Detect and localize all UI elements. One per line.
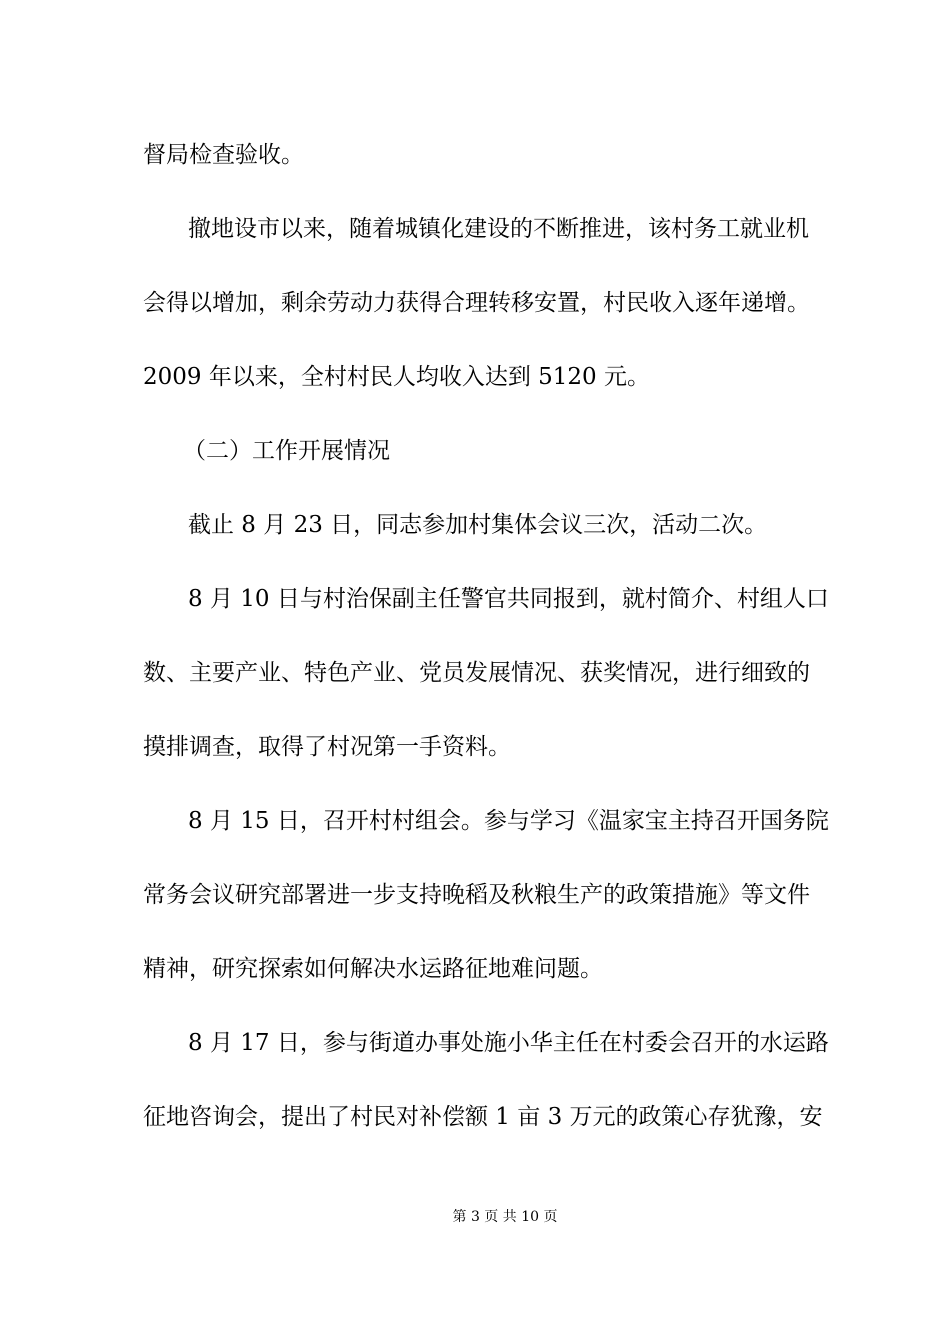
text-line-12: 精神，研究探索如何解决水运路征地难问题。 bbox=[143, 956, 603, 982]
text-line-6: 截止 8 月 23 日，同志参加村集体会议三次，活动二次。 bbox=[188, 512, 768, 538]
text-line-9: 摸排调查，取得了村况第一手资料。 bbox=[143, 734, 511, 760]
text-line-10: 8 月 15 日，召开村村组会。参与学习《温家宝主持召开国务院 bbox=[188, 808, 829, 834]
text-line-4: 2009 年以来，全村村民人均收入达到 5120 元。 bbox=[143, 364, 650, 390]
section-heading: （二）工作开展情况 bbox=[183, 438, 390, 464]
text-line-3: 会得以增加，剩余劳动力获得合理转移安置，村民收入逐年递增。 bbox=[143, 290, 810, 316]
text-line-14: 征地咨询会，提出了村民对补偿额 1 亩 3 万元的政策心存犹豫，安 bbox=[143, 1104, 823, 1130]
text-line-1: 督局检查验收。 bbox=[143, 142, 304, 168]
text-line-7: 8 月 10 日与村治保副主任警官共同报到，就村简介、村组人口 bbox=[188, 586, 829, 612]
page-number-footer: 第 3 页 共 10 页 bbox=[452, 1209, 558, 1225]
text-line-11: 常务会议研究部署进一步支持晚稻及秋粮生产的政策措施》等文件 bbox=[143, 882, 810, 908]
text-line-8: 数、主要产业、特色产业、党员发展情况、获奖情况，进行细致的 bbox=[143, 660, 810, 686]
text-line-13: 8 月 17 日，参与街道办事处施小华主任在村委会召开的水运路 bbox=[188, 1030, 829, 1056]
text-line-2: 撤地设市以来，随着城镇化建设的不断推进，该村务工就业机 bbox=[188, 216, 809, 242]
